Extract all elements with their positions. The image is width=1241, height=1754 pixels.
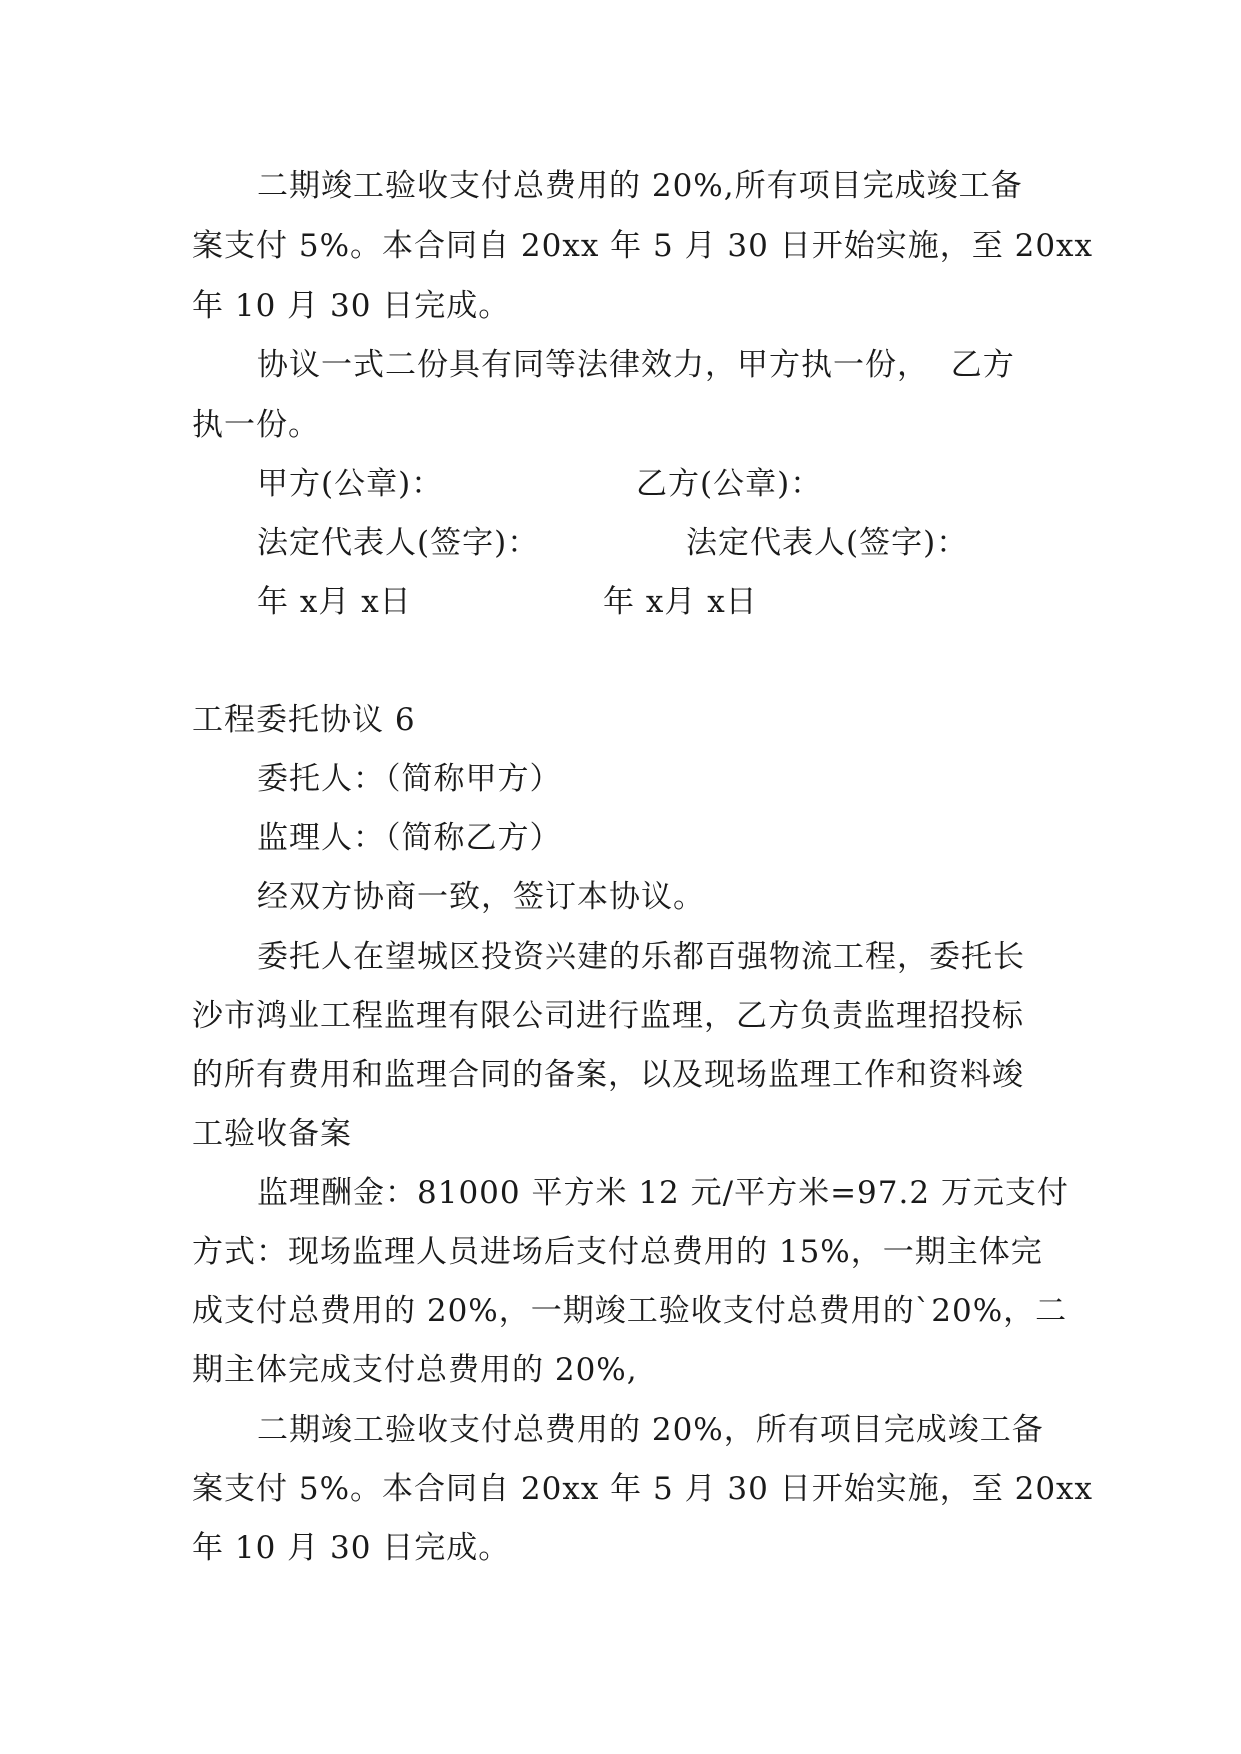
client-line: 委托人：（简称甲方）: [257, 761, 562, 797]
party-b-seal-label: 乙方(公章)：: [636, 466, 823, 502]
paragraph-line: 执一份。: [192, 407, 320, 443]
paragraph-line: 沙市鸿业工程监理有限公司进行监理，乙方负责监理招投标: [192, 998, 1024, 1034]
party-a-date: 年 x月 x日: [257, 584, 412, 620]
party-a-rep-label: 法定代表人(签字)：: [257, 525, 540, 561]
section-title: 工程委托协议 6: [192, 702, 416, 738]
paragraph-line: 监理酬金：81000 平方米 12 元/平方米=97.2 万元支付: [257, 1175, 1069, 1211]
paragraph-line: 年 10 月 30 日完成。: [192, 288, 511, 324]
paragraph-line: 案支付 5%。本合同自 20xx 年 5 月 30 日开始实施，至 20xx: [192, 1471, 1094, 1507]
paragraph-line: 的所有费用和监理合同的备案，以及现场监理工作和资料竣: [192, 1057, 1024, 1093]
paragraph-line: 期主体完成支付总费用的 20%,: [192, 1352, 638, 1388]
paragraph-line: 工验收备案: [192, 1116, 352, 1152]
paragraph-line: 协议一式二份具有同等法律效力，甲方执一份， 乙方: [257, 347, 1015, 383]
paragraph-line: 年 10 月 30 日完成。: [192, 1530, 511, 1566]
party-b-date: 年 x月 x日: [603, 584, 758, 620]
paragraph-line: 委托人在望城区投资兴建的乐都百强物流工程，委托长: [257, 939, 1025, 975]
paragraph-line: 成支付总费用的 20%，一期竣工验收支付总费用的`20%，二: [192, 1293, 1068, 1329]
consensus-line: 经双方协商一致，签订本协议。: [257, 879, 705, 915]
paragraph-line: 二期竣工验收支付总费用的 20%,所有项目完成竣工备: [257, 168, 1023, 204]
paragraph-line: 二期竣工验收支付总费用的 20%，所有项目完成竣工备: [257, 1412, 1044, 1448]
party-b-rep-label: 法定代表人(签字)：: [686, 525, 969, 561]
paragraph-line: 案支付 5%。本合同自 20xx 年 5 月 30 日开始实施，至 20xx: [192, 228, 1094, 264]
party-a-seal-label: 甲方(公章)：: [257, 466, 444, 502]
paragraph-line: 方式：现场监理人员进场后支付总费用的 15%，一期主体完: [192, 1234, 1043, 1270]
supervisor-line: 监理人：（简称乙方）: [257, 820, 562, 856]
